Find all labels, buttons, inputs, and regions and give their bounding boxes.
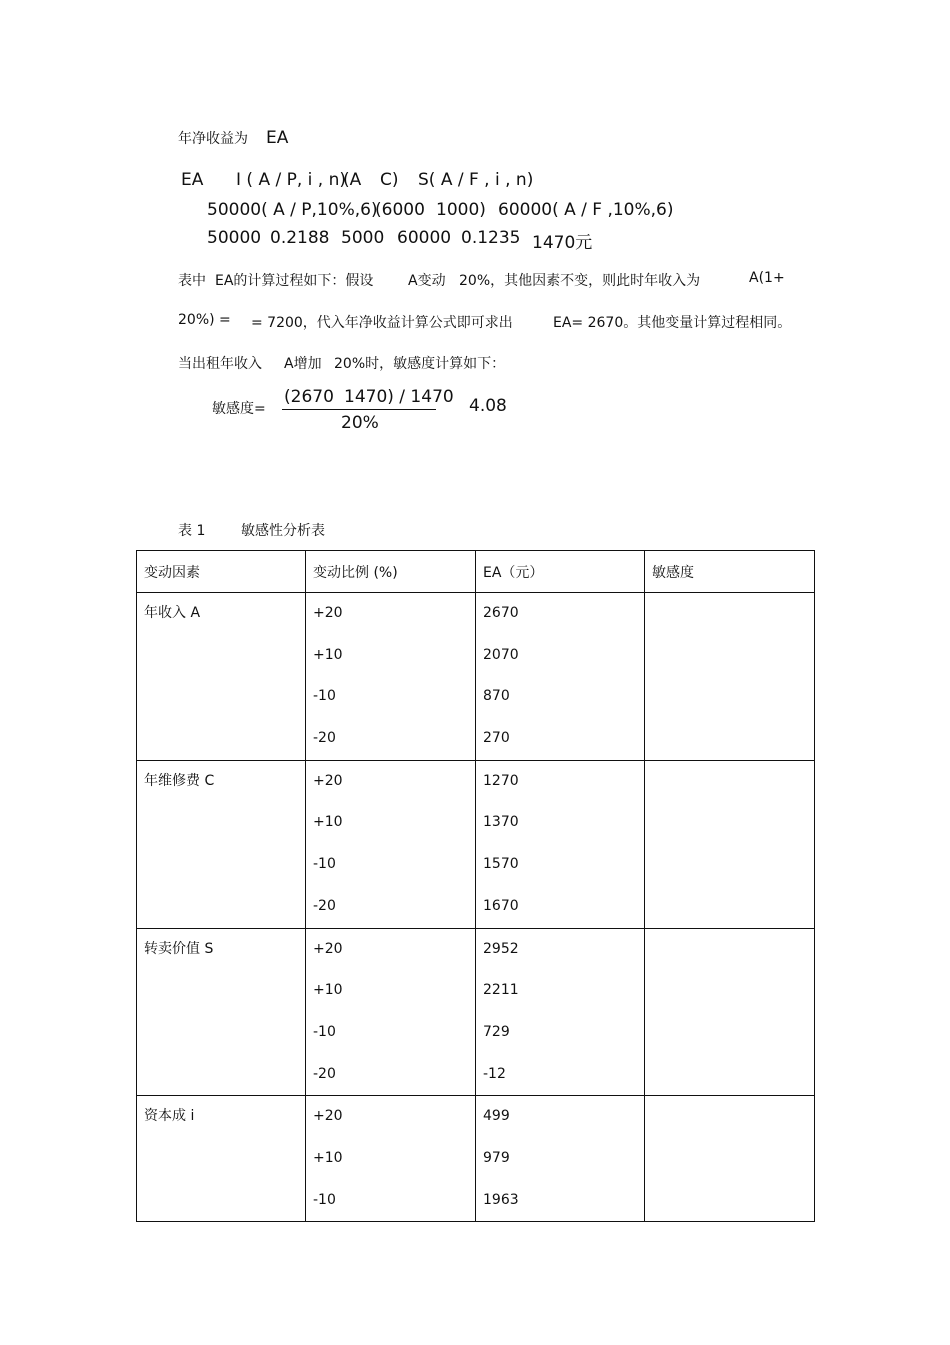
sensitivity-cell	[645, 760, 815, 928]
change-value: -10	[313, 688, 336, 705]
eq-term: 1470元	[532, 233, 593, 253]
change-cell	[306, 928, 476, 1096]
para-text: A变动	[408, 273, 446, 289]
ea-cell	[476, 928, 645, 1096]
change-cell	[306, 593, 476, 761]
ea-value: 870	[483, 688, 510, 705]
factor-cell: 年维修费 C	[137, 760, 306, 928]
para-text: A(1+	[749, 270, 785, 286]
ea-value: 979	[483, 1149, 510, 1166]
table-row	[137, 593, 815, 761]
change-cell	[306, 1096, 476, 1222]
ea-cell	[476, 1096, 645, 1222]
table-caption-number: 表 1	[178, 523, 206, 539]
change-value: +20	[313, 772, 343, 789]
ea-cell	[476, 760, 645, 928]
ea-value: 2211	[483, 982, 519, 999]
change-value: -20	[313, 897, 336, 914]
change-value: +20	[313, 940, 343, 957]
table-header-row	[137, 551, 815, 593]
change-value: -10	[313, 1191, 336, 1208]
header-change-ratio: 变动比例 (%)	[306, 551, 476, 593]
ea-value: 270	[483, 730, 510, 747]
ea-value: 1963	[483, 1191, 519, 1208]
eq-term: 60000( A / F ,10%,6)	[498, 200, 674, 220]
eq-term: S( A / F , i , n)	[418, 170, 534, 190]
change-value: +10	[313, 1149, 343, 1166]
change-value: -10	[313, 856, 336, 873]
change-value: +10	[313, 646, 343, 663]
sensitivity-cell	[645, 1096, 815, 1222]
change-value: -20	[313, 730, 336, 747]
sensitivity-cell	[645, 928, 815, 1096]
eq-term: 50000( A / P,10%,6)	[207, 200, 378, 220]
eq-term: 50000	[207, 228, 262, 248]
para-text: EA= 2670。其他变量计算过程相同。	[553, 315, 792, 331]
para-text: 表中	[178, 273, 206, 289]
table-row	[137, 928, 815, 1096]
eq-term: 0.2188	[270, 228, 330, 248]
change-value: +10	[313, 814, 343, 831]
eq-term: (6000	[375, 200, 425, 220]
para-text: 20%) =	[178, 312, 231, 328]
para-text: EA的计算过程如下：假设	[215, 273, 374, 289]
para-text: 当出租年收入	[178, 356, 262, 372]
eq-term: C)	[380, 170, 399, 190]
ea-value: 1270	[483, 772, 519, 789]
intro-symbol: EA	[266, 128, 289, 148]
factor-cell: 年收入 A	[137, 593, 306, 761]
change-value: +20	[313, 1108, 343, 1125]
intro-label: 年净收益为	[178, 131, 248, 147]
ea-value: 729	[483, 1023, 510, 1040]
eq-term: 5000	[341, 228, 385, 248]
ea-value: -12	[483, 1065, 506, 1082]
formula-numerator: 1470) / 1470	[344, 387, 454, 407]
factor-cell: 资本成 i	[137, 1096, 306, 1222]
eq-term: 60000	[397, 228, 452, 248]
formula-numerator: (2670	[284, 387, 334, 407]
header-ea: EA（元）	[476, 551, 645, 593]
header-factor: 变动因素	[137, 551, 306, 593]
eq-term: EA	[181, 170, 204, 190]
change-value: +10	[313, 982, 343, 999]
ea-cell	[476, 593, 645, 761]
eq-term: (A	[343, 170, 362, 190]
header-sensitivity: 敏感度	[645, 551, 815, 593]
para-text: 20%，其他因素不变，则此时年收入为	[459, 273, 701, 289]
ea-value: 2070	[483, 646, 519, 663]
ea-value: 1570	[483, 856, 519, 873]
sensitivity-cell	[645, 593, 815, 761]
change-cell	[306, 760, 476, 928]
sensitivity-table	[136, 550, 815, 1222]
eq-term: I ( A / P, i , n)	[236, 170, 347, 190]
ea-value: 1370	[483, 814, 519, 831]
change-value: -10	[313, 1023, 336, 1040]
formula-denominator: 20%	[341, 413, 379, 433]
ea-value: 499	[483, 1108, 510, 1125]
para-text: = 7200，代入年净收益计算公式即可求出	[251, 315, 513, 331]
change-value: -20	[313, 1065, 336, 1082]
formula-result: 4.08	[469, 396, 507, 416]
para-text: A增加	[284, 356, 322, 372]
para-text: 20%时，敏感度计算如下：	[334, 356, 506, 372]
fraction-bar	[282, 409, 436, 410]
table-caption-title: 敏感性分析表	[241, 523, 325, 539]
formula-label: 敏感度=	[212, 401, 266, 417]
ea-value: 1670	[483, 897, 519, 914]
ea-value: 2952	[483, 940, 519, 957]
eq-term: 0.1235	[461, 228, 521, 248]
factor-cell: 转卖价值 S	[137, 928, 306, 1096]
table-row	[137, 1096, 815, 1222]
change-value: +20	[313, 605, 343, 621]
table-row	[137, 760, 815, 928]
ea-value: 2670	[483, 605, 519, 621]
eq-term: 1000)	[436, 200, 486, 220]
